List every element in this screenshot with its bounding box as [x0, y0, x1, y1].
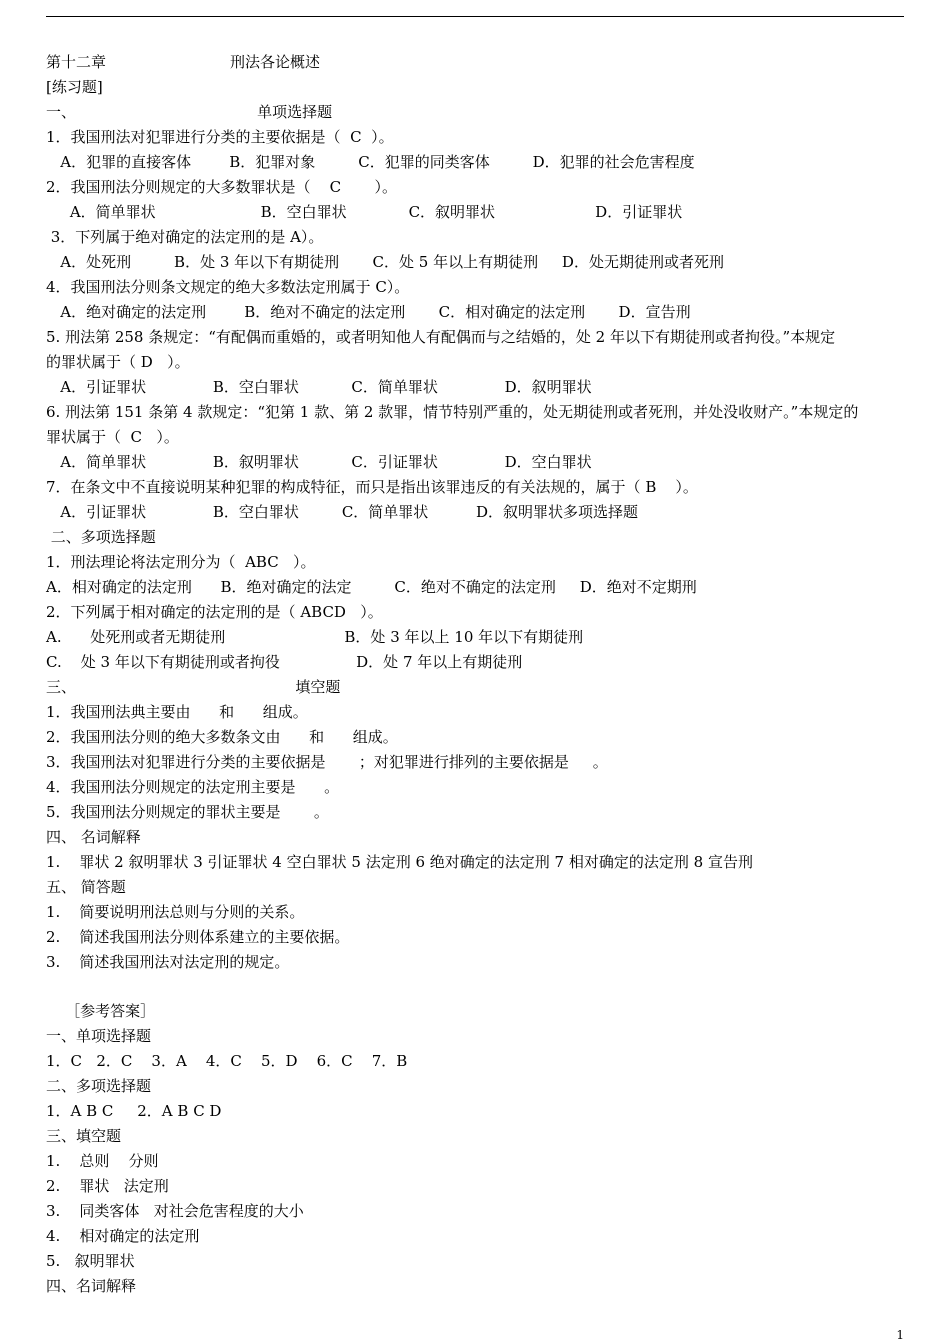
options-line: A．引证罪状 B．空白罪状 C．简单罪状 D．叙明罪状: [46, 378, 592, 396]
answer-line: 3. 同类客体 对社会危害程度的大小: [46, 1202, 304, 1220]
section-heading: 四、名词解释: [46, 1277, 137, 1295]
options-line: C. 处 3 年以下有期徒刑或者拘役 D．处 7 年以上有期徒刑: [46, 653, 523, 671]
options-line: A. 处死刑或者无期徒刑 B．处 3 年以上 10 年以下有期徒刑: [46, 628, 584, 646]
options-line: A．犯罪的直接客体 B．犯罪对象 C．犯罪的同类客体 D．犯罪的社会危害程度: [46, 153, 695, 171]
options-line: A．处死刑 B．处 3 年以下有期徒刑 C．处 5 年以上有期徒刑 D．处无期徒刑或者死刑: [46, 253, 724, 271]
options-line: A．绝对确定的法定刑 B．绝对不确定的法定刑 C．相对确定的法定刑 D．宣告刑: [46, 303, 691, 321]
chapter-title: 第十二章 刑法各论概述: [46, 53, 320, 71]
question-line: 5. 刑法第 258 条规定：“有配偶而重婚的，或者明知他人有配偶而与之结婚的，处 2 年以下有期徒刑或者拘役。”本规定: [46, 328, 836, 346]
exercise-heading: [练习题]: [46, 78, 103, 96]
question-line: 2．我国刑法分则的绝大多数条文由 和 组成。: [46, 728, 398, 746]
section-heading: 五、 简答题: [46, 878, 126, 896]
answer-heading: ［参考答案］: [46, 1002, 156, 1020]
question-line: 罪状属于（ C ）。: [46, 428, 179, 446]
question-line: 1．我国刑法对犯罪进行分类的主要依据是（ C ）。: [46, 128, 394, 146]
section-heading: 二、多项选择题: [46, 528, 156, 546]
question-line: 6. 刑法第 151 条第 4 款规定：“犯第 1 款、第 2 款罪，情节特别严重的，处无期徒刑或者死刑，并处没收财产。”本规定的: [46, 403, 859, 421]
question-line: 2. 简述我国刑法分则体系建立的主要依据。: [46, 928, 350, 946]
question-line: 4．我国刑法分则规定的法定刑主要是 。: [46, 778, 340, 796]
section-heading: 三、填空题: [46, 1127, 122, 1145]
question-line: 7．在条文中不直接说明某种犯罪的构成特征，而只是指出该罪违反的有关法规的，属于（ B ）。: [46, 478, 698, 496]
question-line: 1．刑法理论将法定刑分为（ ABC ）。: [46, 553, 316, 571]
question-line: 1. 罪状 2 叙明罪状 3 引证罪状 4 空白罪状 5 法定刑 6 绝对确定的法定刑 7 相对确定的法定刑 8 宣告刑: [46, 853, 753, 871]
answer-line: 1．C 2．C 3．A 4．C 5．D 6．C 7．B: [46, 1052, 408, 1070]
question-line: 3．下列属于绝对确定的法定刑的是 A）。: [46, 228, 324, 246]
answer-line: 4. 相对确定的法定刑: [46, 1227, 200, 1245]
question-line: 2．我国刑法分则规定的大多数罪状是（ C ）。: [46, 178, 397, 196]
options-line: A．相对确定的法定刑 B．绝对确定的法定 C．绝对不确定的法定刑 D．绝对不定期刑: [46, 578, 697, 596]
answer-line: 1．A B C 2．A B C D: [46, 1102, 222, 1120]
options-line: A．简单罪状 B．空白罪状 C．叙明罪状 D．引证罪状: [46, 203, 683, 221]
options-line: A．简单罪状 B．叙明罪状 C．引证罪状 D．空白罪状: [46, 453, 592, 471]
question-line: 2．下列属于相对确定的法定刑的是（ ABCD ）。: [46, 603, 383, 621]
options-line: A．引证罪状 B．空白罪状 C．简单罪状 D．叙明罪状多项选择题: [46, 503, 639, 521]
answer-line: 1. 总则 分则: [46, 1152, 159, 1170]
section-heading: 二、多项选择题: [46, 1077, 152, 1095]
question-line: 3. 简述我国刑法对法定刑的规定。: [46, 953, 290, 971]
question-line: 的罪状属于（ D ）。: [46, 353, 190, 371]
question-line: 5．我国刑法分则规定的罪状主要是 。: [46, 803, 329, 821]
page-number: 1: [896, 1328, 904, 1342]
answer-line: 2. 罪状 法定刑: [46, 1177, 169, 1195]
question-line: 4．我国刑法分则条文规定的绝大多数法定刑属于 C）。: [46, 278, 410, 296]
question-line: 1. 简要说明刑法总则与分则的关系。: [46, 903, 305, 921]
question-line: 3．我国刑法对犯罪进行分类的主要依据是 ；对犯罪进行排列的主要依据是 。: [46, 753, 608, 771]
section-heading: 四、 名词解释: [46, 828, 141, 846]
section-heading: 一、 单项选择题: [46, 103, 333, 121]
section-heading: 三、 填空题: [46, 678, 341, 696]
answer-line: 5. 叙明罪状: [46, 1252, 135, 1270]
header-rule: [46, 16, 904, 17]
section-heading: 一、单项选择题: [46, 1027, 152, 1045]
question-line: 1．我国刑法典主要由 和 组成。: [46, 703, 308, 721]
